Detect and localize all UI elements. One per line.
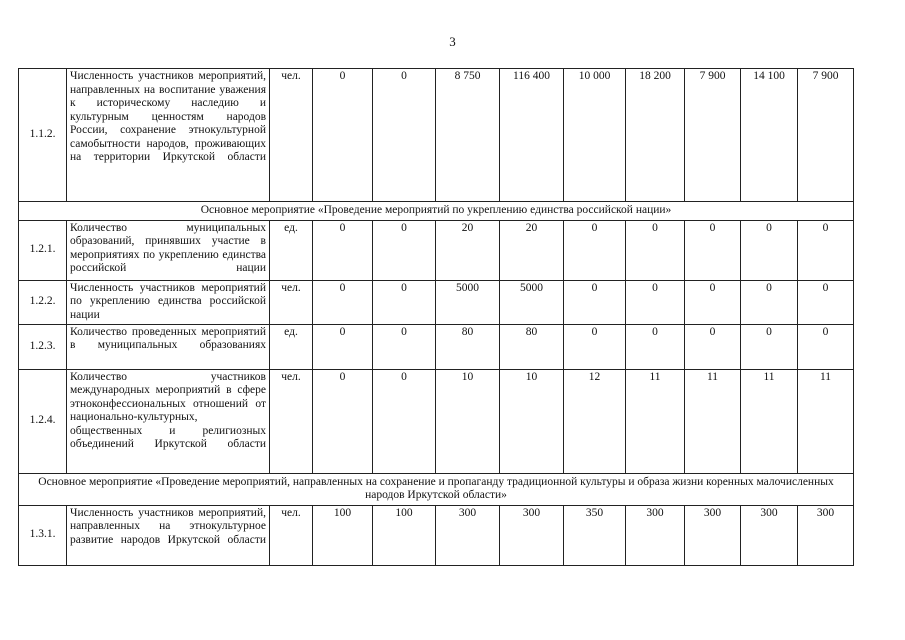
table-row <box>19 69 854 202</box>
value-cell: 100 <box>313 505 373 565</box>
value-cell: 300 <box>436 505 500 565</box>
row-code: 1.2.2. <box>19 280 67 324</box>
value-cell: 0 <box>564 324 626 369</box>
value-cell: 300 <box>685 505 741 565</box>
value-cell: 0 <box>798 280 854 324</box>
value-cell: 0 <box>313 369 373 473</box>
value-cell: 11 <box>685 369 741 473</box>
value-cell: 300 <box>626 505 685 565</box>
value-cell: 14 100 <box>741 69 798 202</box>
indicator-description: Количество участников международных мероприятий в сфере этноконфессиональных отношений от национально-культурных, общественных и религиозных объединений Иркутской области <box>67 369 270 473</box>
section-title: Основное мероприятие «Проведение мероприятий, направленных на сохранение и пропаганду традиционной культуры и образа жизни коренных малочисленных народов Иркутской области» <box>19 473 854 505</box>
value-cell: 100 <box>373 505 436 565</box>
row-code: 1.2.3. <box>19 324 67 369</box>
table-row <box>19 369 854 473</box>
value-cell: 0 <box>373 369 436 473</box>
value-cell: 0 <box>626 220 685 280</box>
value-cell: 0 <box>798 220 854 280</box>
unit-cell: чел. <box>270 280 313 324</box>
value-cell: 0 <box>313 69 373 202</box>
table-row <box>19 280 854 324</box>
row-code: 1.2.4. <box>19 369 67 473</box>
value-cell: 12 <box>564 369 626 473</box>
value-cell: 0 <box>313 280 373 324</box>
value-cell: 11 <box>626 369 685 473</box>
unit-cell: ед. <box>270 220 313 280</box>
value-cell: 0 <box>741 324 798 369</box>
value-cell: 0 <box>685 324 741 369</box>
unit-cell: чел. <box>270 369 313 473</box>
indicator-description: Количество муниципальных образований, принявших участие в мероприятиях по укреплению единства российской нации <box>67 220 270 280</box>
section-row <box>19 202 854 221</box>
value-cell: 10 <box>436 369 500 473</box>
value-cell: 350 <box>564 505 626 565</box>
value-cell: 11 <box>741 369 798 473</box>
value-cell: 0 <box>313 324 373 369</box>
value-cell: 0 <box>373 220 436 280</box>
value-cell: 0 <box>564 280 626 324</box>
value-cell: 0 <box>626 324 685 369</box>
row-code: 1.3.1. <box>19 505 67 565</box>
value-cell: 5000 <box>436 280 500 324</box>
indicator-description: Численность участников мероприятий, направленных на этнокультурное развитие народов Иркутской области <box>67 505 270 565</box>
value-cell: 0 <box>373 69 436 202</box>
value-cell: 0 <box>685 280 741 324</box>
value-cell: 0 <box>741 220 798 280</box>
value-cell: 11 <box>798 369 854 473</box>
value-cell: 116 400 <box>500 69 564 202</box>
value-cell: 300 <box>500 505 564 565</box>
value-cell: 10 000 <box>564 69 626 202</box>
indicator-description: Численность участников мероприятий по укреплению единства российской нации <box>67 280 270 324</box>
value-cell: 0 <box>564 220 626 280</box>
value-cell: 0 <box>798 324 854 369</box>
unit-cell: чел. <box>270 505 313 565</box>
value-cell: 5000 <box>500 280 564 324</box>
row-code: 1.2.1. <box>19 220 67 280</box>
value-cell: 8 750 <box>436 69 500 202</box>
indicator-description: Численность участников мероприятий, направленных на воспитание уважения к историческому наследию и культурным ценностям народов России, сохранение этнокультурной самобытности народов, проживающих на территории Иркутской области <box>67 69 270 202</box>
value-cell: 20 <box>436 220 500 280</box>
value-cell: 80 <box>500 324 564 369</box>
value-cell: 80 <box>436 324 500 369</box>
value-cell: 7 900 <box>798 69 854 202</box>
value-cell: 18 200 <box>626 69 685 202</box>
indicators-table <box>18 68 854 566</box>
value-cell: 7 900 <box>685 69 741 202</box>
value-cell: 300 <box>798 505 854 565</box>
table-row <box>19 220 854 280</box>
value-cell: 300 <box>741 505 798 565</box>
value-cell: 10 <box>500 369 564 473</box>
page-number: 3 <box>449 34 456 49</box>
table-row <box>19 324 854 369</box>
value-cell: 0 <box>373 324 436 369</box>
row-code: 1.1.2. <box>19 69 67 202</box>
table-row <box>19 505 854 565</box>
unit-cell: ед. <box>270 324 313 369</box>
value-cell: 0 <box>685 220 741 280</box>
section-row <box>19 473 854 505</box>
indicator-description: Количество проведенных мероприятий в муниципальных образованиях <box>67 324 270 369</box>
value-cell: 0 <box>626 280 685 324</box>
unit-cell: чел. <box>270 69 313 202</box>
value-cell: 20 <box>500 220 564 280</box>
section-title: Основное мероприятие «Проведение мероприятий по укреплению единства российской нации» <box>19 202 854 221</box>
value-cell: 0 <box>741 280 798 324</box>
value-cell: 0 <box>313 220 373 280</box>
value-cell: 0 <box>373 280 436 324</box>
